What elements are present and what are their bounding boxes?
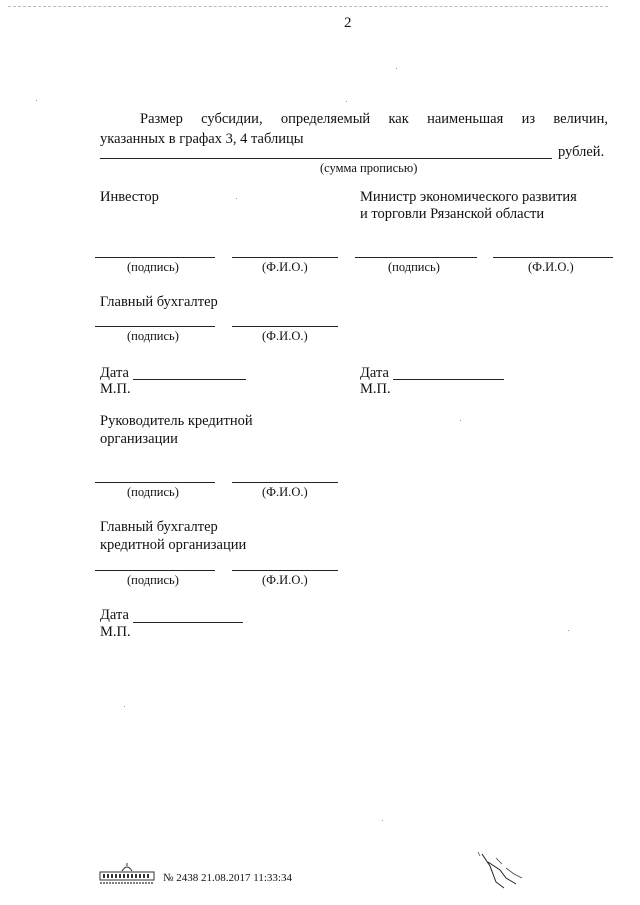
initials-scribble [470, 848, 530, 893]
minister-date-line [393, 379, 504, 380]
chief-accountant-signature-line [95, 326, 215, 327]
minister-signature-line [355, 257, 477, 258]
credit-org-head-signature-line [95, 482, 215, 483]
credit-org-accountant-fio-caption: (Ф.И.О.) [262, 573, 308, 587]
scan-speck [568, 630, 569, 631]
credit-org-seal-label: М.П. [100, 624, 131, 640]
scan-speck [124, 706, 125, 707]
credit-org-accountant-signature-line [95, 570, 215, 571]
registry-stamp-icon [98, 862, 156, 886]
scan-speck [382, 820, 383, 821]
scan-speck [36, 100, 37, 101]
scan-speck [346, 101, 347, 102]
credit-org-head-fio-line [232, 482, 338, 483]
chief-accountant-signature-caption: (подпись) [127, 329, 179, 343]
investor-fio-line [232, 257, 338, 258]
chief-accountant-fio-line [232, 326, 338, 327]
investor-date-line [133, 379, 246, 380]
minister-title-line1: Министр экономического развития [360, 189, 577, 205]
credit-org-head-title-line2: организации [100, 431, 178, 447]
chief-accountant-fio-caption: (Ф.И.О.) [262, 329, 308, 343]
minister-title-line2: и торговли Рязанской области [360, 206, 545, 222]
credit-org-date-line [133, 622, 243, 623]
chief-accountant-title: Главный бухгалтер [100, 294, 218, 310]
investor-title: Инвестор [100, 189, 159, 205]
page-number: 2 [344, 15, 352, 31]
scan-edge-artifact [8, 6, 608, 9]
investor-signature-caption: (подпись) [127, 260, 179, 274]
subsidy-paragraph-line2: указанных в графах 3, 4 таблицы [100, 131, 304, 147]
credit-org-head-title-line1: Руководитель кредитной [100, 413, 253, 429]
credit-org-accountant-signature-caption: (подпись) [127, 573, 179, 587]
minister-seal-label: М.П. [360, 381, 391, 397]
currency-label: рублей. [558, 144, 605, 160]
minister-date-label: Дата [360, 365, 389, 381]
credit-org-date-label: Дата [100, 607, 129, 623]
scan-speck [460, 420, 461, 421]
registration-stamp-text: № 2438 21.08.2017 11:33:34 [163, 872, 292, 884]
credit-org-accountant-fio-line [232, 570, 338, 571]
investor-seal-label: М.П. [100, 381, 131, 397]
investor-signature-line [95, 257, 215, 258]
amount-in-words-caption: (сумма прописью) [320, 161, 418, 175]
investor-fio-caption: (Ф.И.О.) [262, 260, 308, 274]
scan-speck [236, 198, 237, 199]
credit-org-accountant-title-line2: кредитной организации [100, 537, 247, 553]
credit-org-accountant-title-line1: Главный бухгалтер [100, 519, 218, 535]
scan-speck [396, 68, 397, 69]
minister-fio-line [493, 257, 613, 258]
investor-date-label: Дата [100, 365, 129, 381]
credit-org-head-signature-caption: (подпись) [127, 485, 179, 499]
minister-signature-caption: (подпись) [388, 260, 440, 274]
minister-fio-caption: (Ф.И.О.) [528, 260, 574, 274]
subsidy-paragraph-line1: Размер субсидии, определяемый как наименьшая из величин, [140, 111, 608, 127]
amount-in-words-line [100, 158, 552, 159]
subsidy-paragraph [100, 109, 608, 149]
credit-org-head-fio-caption: (Ф.И.О.) [262, 485, 308, 499]
